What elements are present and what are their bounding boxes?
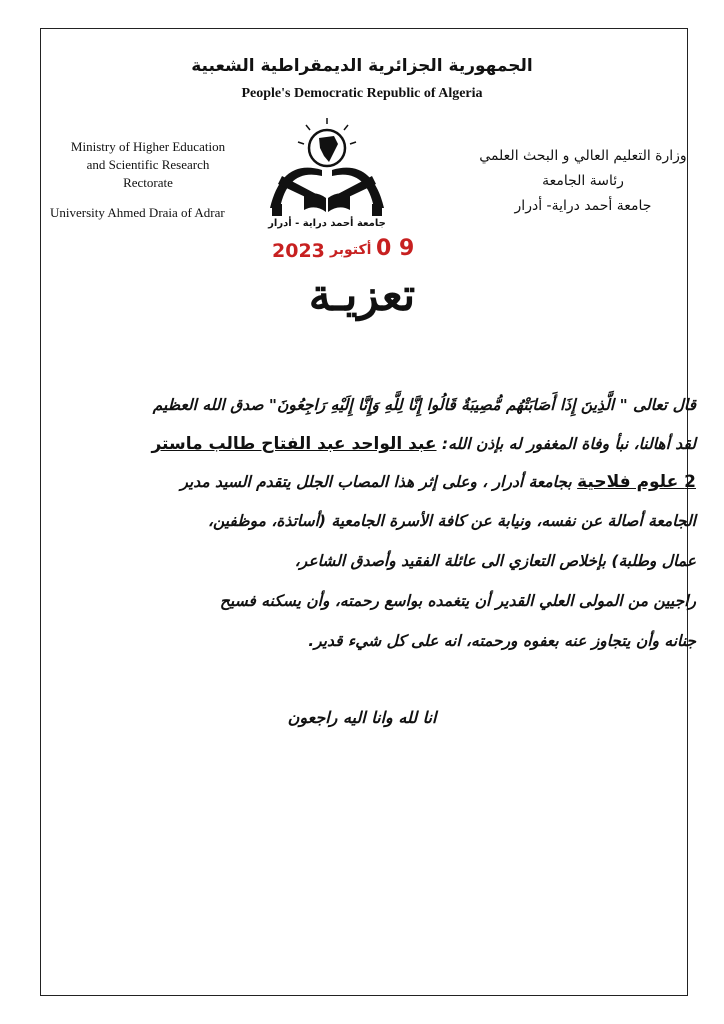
africa-map-icon <box>319 136 338 162</box>
quran-verse-line: قال تعالى " الَّذِينَ إِذَا أَصَابَتْهُم مُّصِيبَةٌ قَالُوا إِنَّا لِلَّهِ وَإِنَّا إِلَيْهِ رَاجِعُونَ" صدق الله العظيم <box>152 396 696 414</box>
body-line-5: عمال وطلبة) بإخلاص التعازي الى عائلة الفقيد وأصدق الشاعر، <box>294 552 696 570</box>
body-line-7: جنانه وأن يتجاوز عنه بعفوه ورحمته، انه على كل شيء قدير. <box>308 632 696 650</box>
stamp-day: 0 9 <box>376 236 415 261</box>
body-line-3 <box>60 472 696 492</box>
ministry-english-block <box>48 138 248 192</box>
body-line-3-rest: بجامعة أدرار ، وعلى إثر هذا المصاب الجلل يتقدم السيد مدير <box>180 473 578 491</box>
ministry-line: Rectorate <box>123 175 173 190</box>
ministry-line: Ministry of Higher Education <box>70 139 226 154</box>
logo-caption: جامعة أحمد دراية - أدرار <box>268 218 386 229</box>
document-title: تعزيـة <box>308 270 416 321</box>
received-date-stamp <box>270 238 430 266</box>
body-line-4: الجامعة أصالة عن نفسه، ونيابة عن كافة الأسرة الجامعية (أساتذة، موظفين، <box>207 512 696 530</box>
closing-phrase: انا لله وانا اليه راجعون <box>287 708 437 727</box>
english-republic-header: People's Democratic Republic of Algeria <box>241 86 483 101</box>
stamp-year: 2023 <box>272 240 325 262</box>
body-line-2 <box>60 434 696 454</box>
stamp-month: أكتوبر <box>330 242 372 258</box>
ministry-arabic-line: رئاسة الجامعة <box>542 173 624 189</box>
body-line-6: راجيين من المولى العلي القدير أن يتغمده بواسع رحمته، وأن يسكنه فسيح <box>219 592 696 610</box>
ministry-arabic-line: وزارة التعليم العالي و البحث العلمي <box>479 148 687 164</box>
study-field: 2 علوم فلاحية <box>577 472 696 492</box>
arabic-republic-header: الجمهورية الجزائرية الديمقراطية الشعبية <box>191 56 533 76</box>
ministry-line: and Scientific Research <box>86 157 210 172</box>
ministry-arabic-line: جامعة أحمد دراية- أدرار <box>514 198 652 214</box>
deceased-name: عبد الواحد عبد الفتاح طالب ماستر <box>151 434 437 454</box>
announcement-text: لقد أهالنا، نبأ وفاة المغفور له بإذن الله: <box>436 435 696 453</box>
ministry-arabic-block <box>470 144 696 219</box>
university-english-name: University Ahmed Draia of Adrar <box>50 205 225 220</box>
open-book-icon <box>304 193 326 212</box>
university-logo <box>262 118 392 230</box>
